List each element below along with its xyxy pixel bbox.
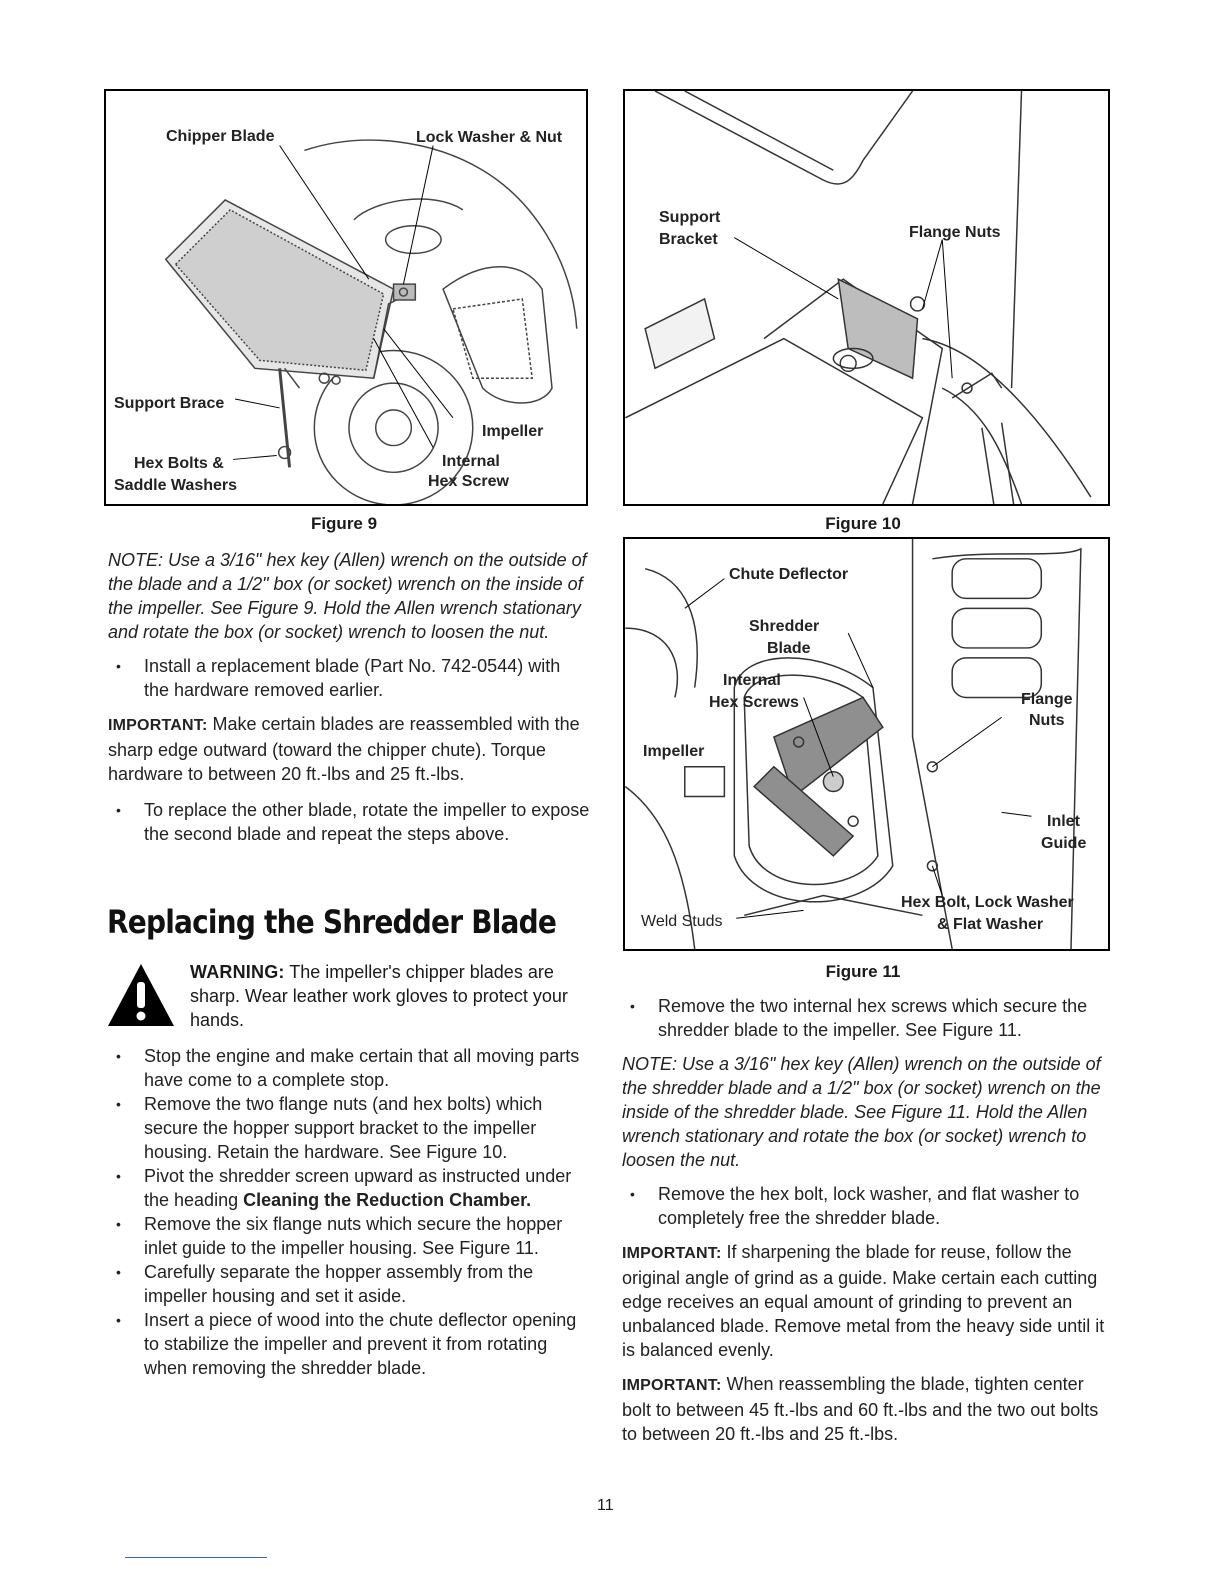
warning-label: WARNING: xyxy=(190,962,285,982)
figure-10-illustration xyxy=(625,91,1108,504)
important-text: When reassembling the blade, tighten center bolt to between 45 ft.-lbs and 60 ft.-lbs and the two out bolts to between 20 ft.-lbs and 25 ft.-lbs. xyxy=(622,1374,1099,1444)
label-blade: Blade xyxy=(767,640,811,657)
section-title: Replacing the Shredder Blade xyxy=(107,903,557,941)
page-number: 11 xyxy=(597,1497,614,1514)
left-column-upper xyxy=(108,548,590,846)
step-insert-wood: • Insert a piece of wood into the chute deflector opening to stabilize the impeller and prevent it from rotating when removing the shredder blade. xyxy=(108,1308,590,1380)
label-hex-bolt-lock-washer: Hex Bolt, Lock Washer xyxy=(901,894,1074,911)
figure-9-illustration xyxy=(106,91,586,504)
step-pivot-text: Pivot the shredder screen upward as instructed under the heading xyxy=(144,1166,572,1210)
important-text: If sharpening the blade for reuse, follow the original angle of grind as a guide. Make certain each cutting edge receives an equal amount of grinding to prevent an unbalanced blade. Remove metal from the heavy side until it is balanced evenly. xyxy=(622,1242,1105,1360)
warning-block xyxy=(190,960,590,1032)
label-saddle-washers: Saddle Washers xyxy=(114,477,238,494)
label-chipper-blade: Chipper Blade xyxy=(166,128,275,145)
step-pivot-period: . xyxy=(526,1190,532,1210)
important-label: IMPORTANT: xyxy=(622,1245,722,1262)
figure-11 xyxy=(623,537,1110,951)
step-remove-flange-nuts: • Remove the two flange nuts (and hex bolts) which secure the hopper support bracket to the impeller housing. Retain the hardware. See Figure 10. xyxy=(108,1092,590,1164)
label-lock-washer-nut: Lock Washer & Nut xyxy=(416,129,563,146)
note-shredder-wrench: NOTE: Use a 3/16" hex key (Allen) wrench on the outside of the shredder blade and a 1/2" box (or socket) wrench on the inside of the shredder blade. See Figure 11. Hold the Allen wrench stationary and rotate the box (or socket) wrench to loosen the nut. xyxy=(622,1054,1101,1170)
figure-9 xyxy=(104,89,588,506)
label-internal: Internal xyxy=(723,672,781,689)
label-guide: Guide xyxy=(1041,835,1087,852)
label-bracket: Bracket xyxy=(659,231,718,248)
label-shredder: Shredder xyxy=(749,618,820,635)
figure-10-caption: Figure 10 xyxy=(825,514,901,533)
figure-10 xyxy=(623,89,1110,506)
label-weld-studs: Weld Studs xyxy=(641,913,723,930)
important-label: IMPORTANT: xyxy=(622,1377,722,1394)
label-hex-screw: Hex Screw xyxy=(428,473,509,490)
label-nuts: Nuts xyxy=(1029,712,1065,729)
important-sharpening xyxy=(622,1240,1110,1362)
label-flat-washer: & Flat Washer xyxy=(937,916,1044,933)
right-column xyxy=(622,994,1110,1446)
step-pivot-screen xyxy=(108,1164,590,1212)
warning-icon xyxy=(106,962,176,1028)
label-support: Support xyxy=(659,209,721,226)
label-support-brace: Support Brace xyxy=(114,395,225,412)
step-stop-engine: • Stop the engine and make certain that all moving parts have come to a complete stop. xyxy=(108,1044,590,1092)
label-impeller: Impeller xyxy=(482,423,544,440)
note-allen-wrench: NOTE: Use a 3/16" hex key (Allen) wrench on the outside of the blade and a 1/2" box (or socket) wrench on the inside of the impeller. See Figure 9. Hold the Allen wrench stationary and rotate the box (or socket) wrench to loosen the nut. xyxy=(108,550,587,642)
footer-rule xyxy=(125,1557,267,1558)
important-reassemble xyxy=(108,712,590,786)
figure-9-caption: Figure 9 xyxy=(310,514,378,533)
step-pivot-heading: Cleaning the Reduction Chamber xyxy=(243,1190,527,1210)
step-remove-six-nuts: • Remove the six flange nuts which secure the hopper inlet guide to the impeller housing. See Figure 11. xyxy=(108,1212,590,1260)
label-chute-deflector: Chute Deflector xyxy=(729,566,849,583)
label-internal: Internal xyxy=(442,453,500,470)
step-separate-hopper: • Carefully separate the hopper assembly from the impeller housing and set it aside. xyxy=(108,1260,590,1308)
important-label: IMPORTANT: xyxy=(108,717,208,734)
left-column-steps xyxy=(108,1044,590,1380)
bullet-replace-other-blade: • To replace the other blade, rotate the impeller to expose the second blade and repeat the steps above. xyxy=(108,798,590,846)
label-flange: Flange xyxy=(1021,691,1073,708)
bullet-install-blade: • Install a replacement blade (Part No. 742-0544) with the hardware removed earlier. xyxy=(108,654,590,702)
warning-text: The impeller's chipper blades are sharp. Wear leather work gloves to protect your hands. xyxy=(190,962,568,1030)
bullet-remove-hex-screws: • Remove the two internal hex screws which secure the shredder blade to the impeller. See Figure 11. xyxy=(622,994,1110,1042)
important-torque xyxy=(622,1372,1110,1446)
label-flange-nuts: Flange Nuts xyxy=(909,224,1001,241)
figure-11-caption: Figure 11 xyxy=(825,962,901,981)
label-hex-screws: Hex Screws xyxy=(709,694,799,711)
label-impeller: Impeller xyxy=(643,743,705,760)
important-text: Make certain blades are reassembled with the sharp edge outward (toward the chipper chute). Torque hardware to between 20 ft.-lbs and 25 ft.-lbs. xyxy=(108,714,580,784)
label-hex-bolts: Hex Bolts & xyxy=(134,455,224,472)
label-inlet: Inlet xyxy=(1047,813,1080,830)
bullet-remove-hex-bolt: • Remove the hex bolt, lock washer, and flat washer to completely free the shredder blade. xyxy=(622,1182,1110,1230)
